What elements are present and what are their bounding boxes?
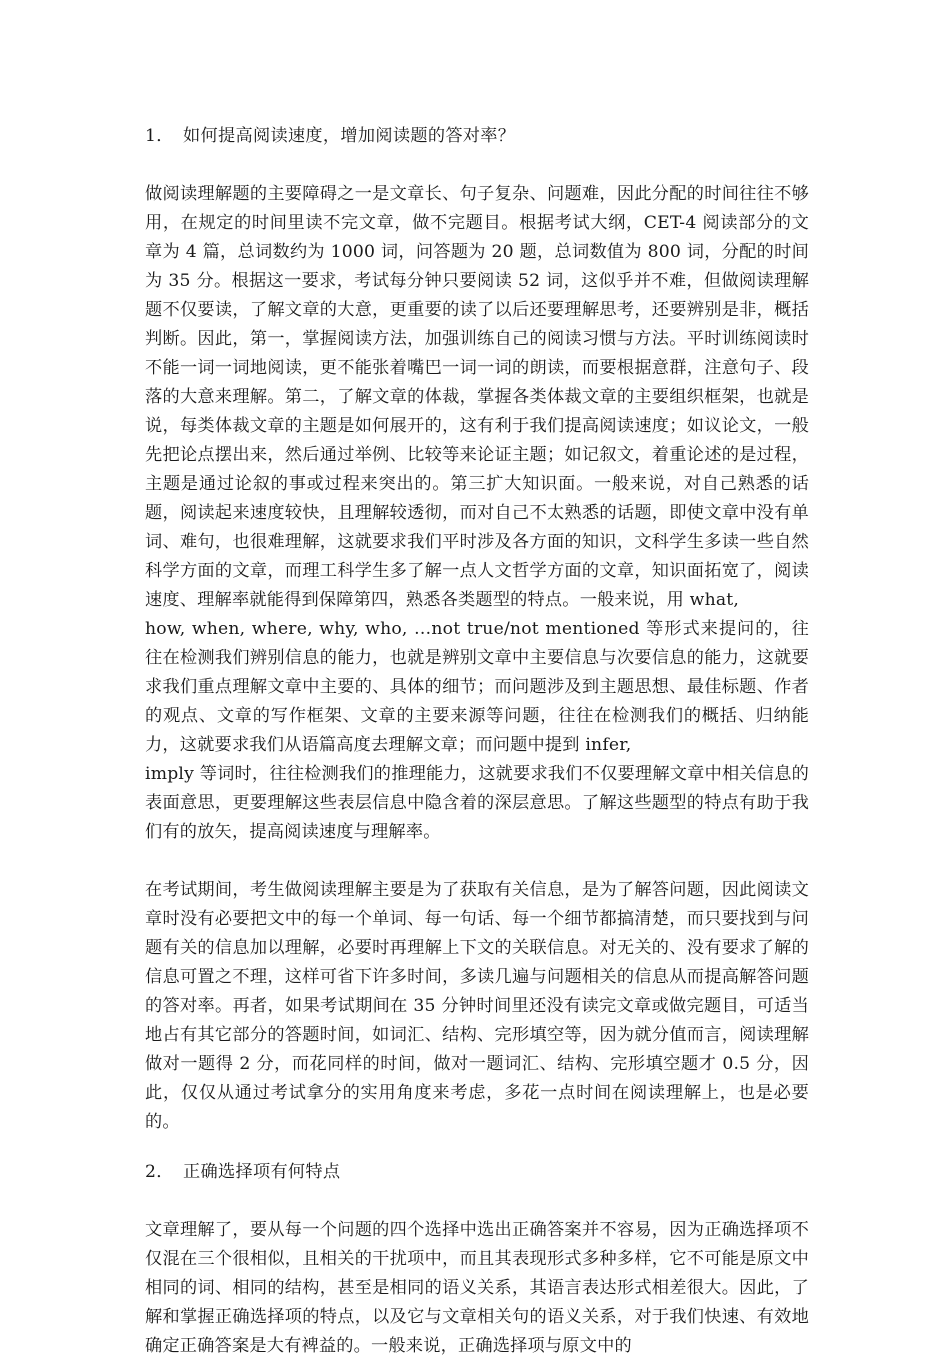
- paragraph-correct-options: 文章理解了，要从每一个问题的四个选择中选出正确答案并不容易，因为正确选择项不仅混在三个很相似，且相关的干扰项中，而且其表现形式多种多样，它不可能是原文中相同的词、相同的结构，甚至是相同的语义关系，其语言表达形式相差很大。因此，了解和掌握正确选择项的特点，以及它与文章相关句的语义关系，对于我们快速、有效地确定正确答案是大有裨益的。一般来说，正确选择项与原文中的: [145, 1220, 809, 1356]
- spacer: [145, 151, 809, 180]
- spacer: [145, 1137, 809, 1158]
- section-heading-2: [145, 1158, 809, 1187]
- section-number-1: 1．: [145, 126, 174, 146]
- spacer: [145, 1187, 809, 1216]
- paragraph-reading-speed: 做阅读理解题的主要障碍之一是文章长、句子复杂、问题难，因此分配的时间往往不够用，在规定的时间里读不完文章，做不完题目。根据考试大纲，CET-4 阅读部分的文章为 4 篇，总词数约为 1000 词，问答题为 20 题，总词数值为 800 词，分配的时间为 35 分。根据这一要求，考试每分钟只要阅读 52 词，这似乎并不难，但做阅读理解题不仅要读，了解文章的大意，更重要的读了以后还要理解思考，还要辨别是非，概括判断。因此，第一，掌握阅读方法，加强训练自己的阅读习惯与方法。平时训练阅读时不能一词一词地阅读，更不能张着嘴巴一词一词的朗读，而要根据意群，注意句子、段落的大意来理解。第二，了解文章的体裁，掌握各类体裁文章的主要组织框架，也就是说，每类体裁文章的主题是如何展开的，这有利于我们提高阅读速度；如议论文，一般先把论点摆出来，然后通过举例、比较等来论证主题；如记叙文，着重论述的是过程，主题是通过论叙的事或过程来突出的。第三扩大知识面。一般来说，对自己熟悉的话题，阅读起来速度较快，且理解较透彻，而对自己不太熟悉的话题，即使文章中没有单词、难句，也很难理解，这就要求我们平时涉及各方面的知识，文科学生多读一些自然科学方面的文章，而理工科学生多了解一点人文哲学方面的文章，知识面拓宽了，阅读速度、理解率就能得到保障第四，熟悉各类题型的特点。一般来说，用 what, how, when, where, why, who, …not true/not mentioned 等形式来提问的，往往在检测我们辨别信息的能力，也就是辨别文章中主要信息与次要信息的能力，这就要求我们重点理解文章中主要的、具体的细节；而问题涉及到主题思想、最佳标题、作者的观点、文章的写作框架、文章的主要来源等问题，往往在检测我们的概括、归纳能力，这就要求我们从语篇高度去理解文章；而问题中提到 infer, imply 等词时，往往检测我们的推理能力，这就要求我们不仅要理解文章中相关信息的表面意思，更要理解这些表层信息中隐含着的深层意思。了解这些题型的特点有助于我们有的放矢，提高阅读速度与理解率。: [145, 184, 809, 842]
- spacer: [145, 847, 809, 876]
- section-title-2: 正确选择项有何特点: [183, 1162, 341, 1182]
- document-page: [145, 122, 809, 1361]
- section-title-1: 如何提高阅读速度，增加阅读题的答对率？: [183, 126, 516, 146]
- section-heading-1: [145, 122, 809, 151]
- section-number-2: 2．: [145, 1162, 174, 1182]
- paragraph-exam-strategy: 在考试期间，考生做阅读理解主要是为了获取有关信息，是为了解答问题，因此阅读文章时没有必要把文中的每一个单词、每一句话、每一个细节都搞清楚，而只要找到与问题有关的信息加以理解，必要时再理解上下文的关联信息。对无关的、没有要求了解的信息可置之不理，这样可省下许多时间，多读几遍与问题相关的信息从而提高解答问题的答对率。再者，如果考试期间在 35 分钟时间里还没有读完文章或做完题目，可适当地占有其它部分的答题时间，如词汇、结构、完形填空等，因为就分值而言，阅读理解做对一题得 2 分，而花同样的时间，做对一题词汇、结构、完形填空题才 0.5 分，因此，仅仅从通过考试拿分的实用角度来考虑，多花一点时间在阅读理解上，也是必要的。: [145, 880, 809, 1132]
